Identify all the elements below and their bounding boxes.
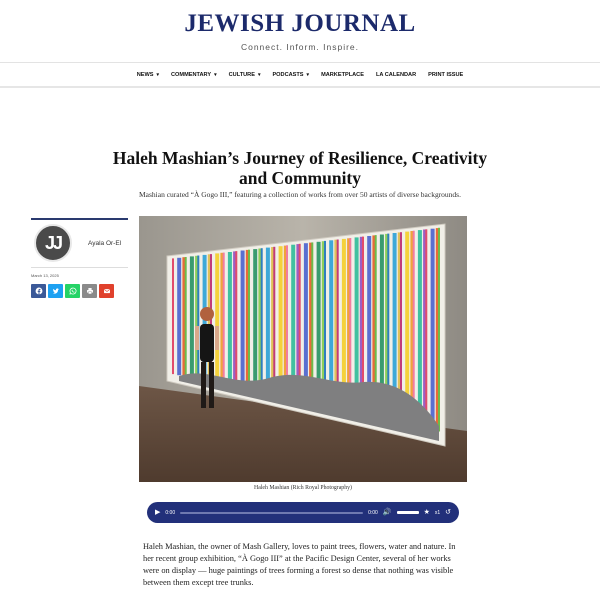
painted-tree-trunk (215, 253, 219, 383)
print-button[interactable] (82, 284, 97, 298)
nav-item-label: NEWS (136, 71, 154, 78)
site-tagline: Connect. Inform. Inspire. (240, 42, 360, 52)
volume-icon[interactable]: 🔊 (382, 509, 392, 516)
painted-tree-trunk (261, 248, 263, 393)
painted-tree-trunk (266, 248, 270, 395)
painted-tree-trunk (418, 230, 422, 427)
volume-slider[interactable] (397, 511, 419, 514)
article-body: Haleh Mashian, the owner of Mash Gallery, loves to paint trees, flowers, water and nature. In her recent group exhibition, “À Gogo III” at the Pacific Design Center, several of her works were on display — huge paintings of trees forming a forest so dense that nothing was visible between them except tree trunks. (143, 542, 456, 587)
painted-tree-trunk (431, 229, 435, 430)
painted-tree-trunk (438, 228, 440, 432)
painted-tree-trunk (223, 253, 225, 385)
chevron-down-icon: ▾ (257, 71, 261, 78)
speed-icon[interactable]: ★ (423, 509, 430, 516)
author-divider (31, 218, 128, 220)
article-dek: Mashian curated “À Gogo III,” featuring a collection of works from over 50 artists of diverse backgrounds. (139, 190, 461, 199)
painted-tree-trunk (253, 249, 257, 392)
nav-item-culture[interactable] (229, 72, 261, 78)
nav-item-commentary[interactable] (171, 72, 217, 78)
painted-tree-trunk (190, 256, 194, 378)
play-icon[interactable]: ▶ (155, 509, 161, 516)
email-icon (103, 287, 111, 295)
painted-tree-trunk (279, 246, 283, 397)
print-icon (86, 287, 94, 295)
nav-item-label: PODCASTS (272, 71, 304, 78)
painted-tree-trunk (273, 247, 275, 396)
chevron-down-icon: ▾ (306, 71, 310, 78)
nav-item-label: CULTURE (228, 71, 255, 78)
image-caption: Haleh Mashian (Rich Royal Photography) (254, 485, 352, 491)
site-logo[interactable]: JEWISH JOURNAL (184, 10, 416, 37)
article-title: Haleh Mashian’s Journey of Resilience, Creativity and Community (112, 148, 488, 188)
painted-tree-trunk (172, 258, 174, 374)
facebook-icon (35, 287, 43, 295)
painted-tree-trunk (413, 231, 415, 426)
painted-tree-trunk (185, 257, 187, 377)
nav-item-label: LA CALENDAR (375, 71, 417, 78)
share-twitter-button[interactable] (48, 284, 63, 298)
nav-item-print-issue[interactable] (428, 72, 463, 78)
masthead (0, 0, 600, 62)
painted-tree-trunk (177, 258, 181, 375)
nav-item-label: PRINT ISSUE (428, 71, 464, 78)
twitter-icon (52, 287, 60, 295)
publish-date: March 13, 2025 (31, 273, 59, 278)
audio-duration: 0:00 (368, 509, 378, 516)
share-buttons (31, 284, 114, 298)
painted-tree-trunk (228, 252, 232, 386)
painted-tree-trunk (197, 256, 199, 380)
nav-item-label: MARKETPLACE (321, 71, 364, 78)
author-name[interactable]: Ayala Or-El (88, 240, 122, 247)
author-divider (31, 267, 128, 268)
painted-tree-trunk (248, 250, 250, 391)
audio-progress-bar[interactable] (180, 512, 363, 514)
replay-icon[interactable]: ↺ (445, 509, 451, 516)
painted-tree-trunk (235, 251, 237, 388)
nav-item-label: COMMENTARY (171, 71, 212, 78)
playback-speed[interactable]: x1 (434, 509, 441, 516)
forest-painting-photo (139, 216, 467, 482)
audio-player (147, 502, 459, 523)
author-avatar[interactable]: JJ (34, 224, 72, 262)
share-whatsapp-button[interactable] (65, 284, 80, 298)
main-nav (0, 62, 600, 88)
painted-tree-trunk (425, 229, 427, 428)
nav-item-news[interactable] (137, 72, 159, 78)
share-facebook-button[interactable] (31, 284, 46, 298)
chevron-down-icon: ▾ (214, 71, 217, 78)
nav-item-marketplace[interactable] (321, 72, 364, 78)
audio-current-time: 0:00 (165, 509, 176, 516)
chevron-down-icon: ▾ (156, 71, 160, 78)
share-email-button[interactable] (99, 284, 114, 298)
nav-item-podcasts[interactable] (272, 72, 309, 78)
whatsapp-icon (69, 287, 77, 295)
article-hero-image (139, 216, 467, 482)
nav-item-la-calendar[interactable] (376, 72, 416, 78)
painted-tree-trunk (241, 251, 245, 389)
